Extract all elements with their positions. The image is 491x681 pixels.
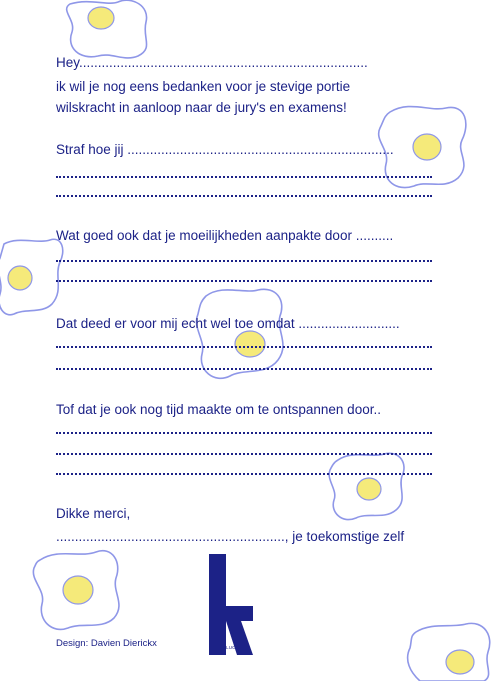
prompt-omdat: Dat deed er voor mij echt wel toe omdat ........................... [56, 316, 400, 331]
egg-icon [408, 623, 490, 681]
prompt-moeilijkheden: Wat goed ook dat je moeilijkheden aanpakte door .......... [56, 228, 394, 243]
yolk-icon [88, 7, 114, 29]
write-line [56, 473, 432, 475]
intro-line-2: wilskracht in aanloop naar de jury's en examens! [56, 100, 347, 115]
egg-icon [196, 289, 282, 378]
logo-label: LUCA [226, 645, 239, 650]
egg-icon [0, 239, 63, 314]
write-line [56, 195, 432, 197]
egg-icon [67, 0, 147, 58]
yolk-icon [446, 650, 474, 674]
greeting: Hey............................................................................. [56, 55, 368, 70]
write-line [56, 260, 432, 262]
closing: Dikke merci, [56, 506, 131, 521]
design-credit: Design: Davien Dierickx [56, 638, 157, 649]
write-line [56, 453, 432, 455]
write-line [56, 432, 432, 434]
intro-line-1: ik wil je nog eens bedanken voor je stevige portie [56, 79, 351, 94]
write-line [56, 368, 432, 370]
yolk-icon [8, 266, 32, 290]
signature-line: ............................................................., je toekomstige zelf [56, 529, 405, 544]
write-line [56, 280, 432, 282]
prompt-straf: Straf hoe jij ....................................................................... [56, 142, 394, 157]
write-line [56, 346, 432, 348]
yolk-icon [235, 331, 265, 357]
yolk-icon [63, 576, 93, 604]
yolk-icon [357, 478, 381, 500]
prompt-ontspannen: Tof dat je ook nog tijd maakte om te ontspannen door.. [56, 402, 381, 417]
egg-icon [33, 551, 119, 630]
luca-logo [207, 554, 253, 655]
write-line [56, 176, 432, 178]
